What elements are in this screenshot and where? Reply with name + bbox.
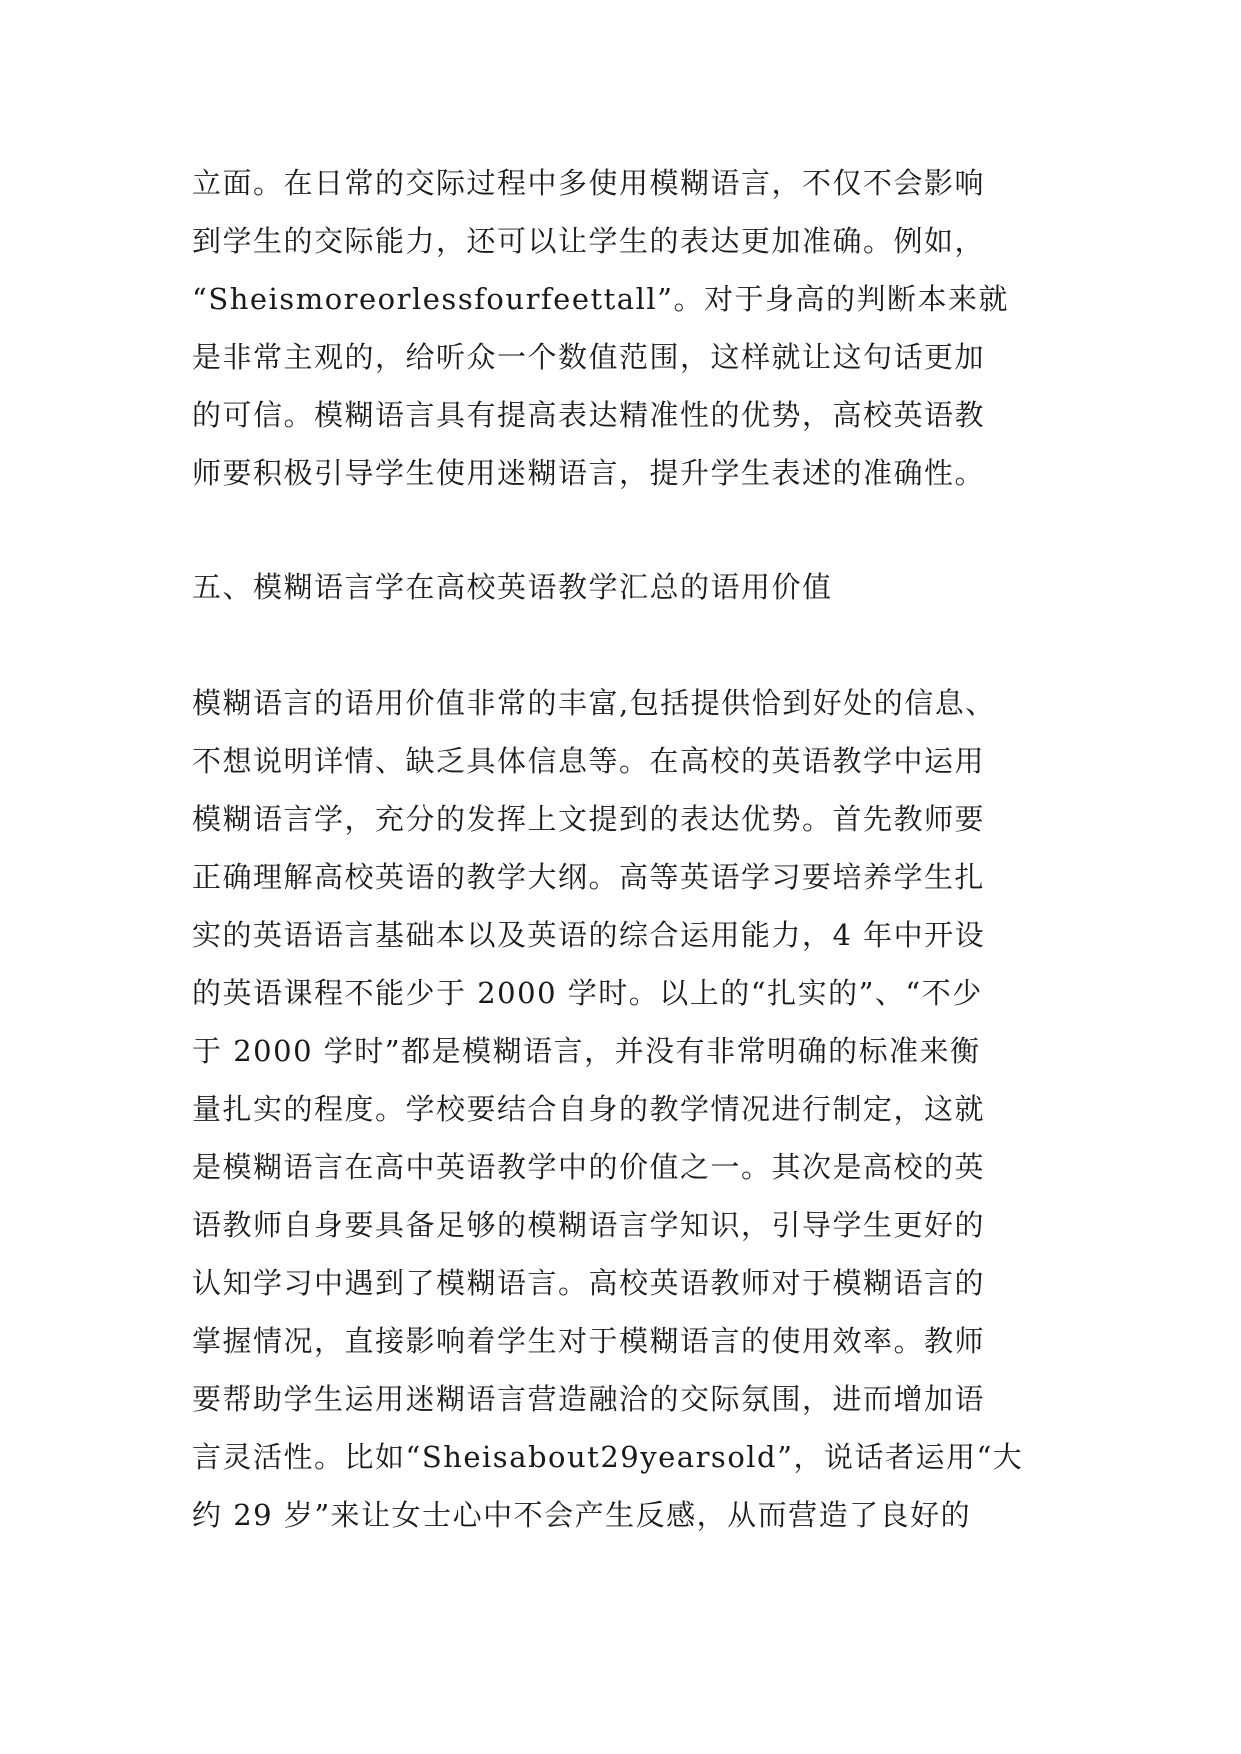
paragraph-line: 师要积极引导学生使用迷糊语言，提升学生表述的准确性。 (192, 456, 986, 490)
paragraph-line: 模糊语言学，充分的发挥上文提到的表达优势。首先教师要 (192, 802, 986, 836)
paragraph-line: 量扎实的程度。学校要结合自身的教学情况进行制定，这就 (192, 1092, 986, 1126)
paragraph-line: 的可信。模糊语言具有提高表达精准性的优势，高校英语教 (192, 398, 986, 432)
paragraph-line: 正确理解高校英语的教学大纲。高等英语学习要培养学生扎 (192, 860, 986, 894)
paragraph-line: 言灵活性。比如“Sheisabout29yearsold”，说话者运用“大 (192, 1440, 1024, 1474)
paragraph-line: 的英语课程不能少于 2000 学时。以上的“扎实的”、“不少 (192, 976, 983, 1010)
paragraph-line: 是非常主观的，给听众一个数值范围，这样就让这句话更加 (192, 340, 986, 374)
section-heading: 五、模糊语言学在高校英语教学汇总的语用价值 (192, 570, 833, 604)
paragraph-line: 约 29 岁”来让女士心中不会产生反感，从而营造了良好的 (192, 1498, 972, 1532)
paragraph-line: 立面。在日常的交际过程中多使用模糊语言，不仅不会影响 (192, 166, 986, 200)
paragraph-line: 认知学习中遇到了模糊语言。高校英语教师对于模糊语言的 (192, 1266, 986, 1300)
paragraph-line: 掌握情况，直接影响着学生对于模糊语言的使用效率。教师 (192, 1324, 986, 1358)
paragraph-line: 模糊语言的语用价值非常的丰富,包括提供恰到好处的信息、 (192, 686, 996, 720)
paragraph-line: 实的英语语言基础本以及英语的综合运用能力，4 年中开设 (192, 918, 986, 952)
paragraph-line: 到学生的交际能力，还可以让学生的表达更加准确。例如， (192, 224, 986, 258)
paragraph-line: 语教师自身要具备足够的模糊语言学知识，引导学生更好的 (192, 1208, 986, 1242)
paragraph-line: “Sheismoreorlessfourfeettall”。对于身高的判断本来就 (192, 282, 1009, 316)
paragraph-line: 不想说明详情、缺乏具体信息等。在高校的英语教学中运用 (192, 744, 986, 778)
paragraph-line: 于 2000 学时”都是模糊语言，并没有非常明确的标准来衡 (192, 1034, 981, 1068)
paragraph-line: 是模糊语言在高中英语教学中的价值之一。其次是高校的英 (192, 1150, 986, 1184)
paragraph-line: 要帮助学生运用迷糊语言营造融洽的交际氛围，进而增加语 (192, 1382, 986, 1416)
